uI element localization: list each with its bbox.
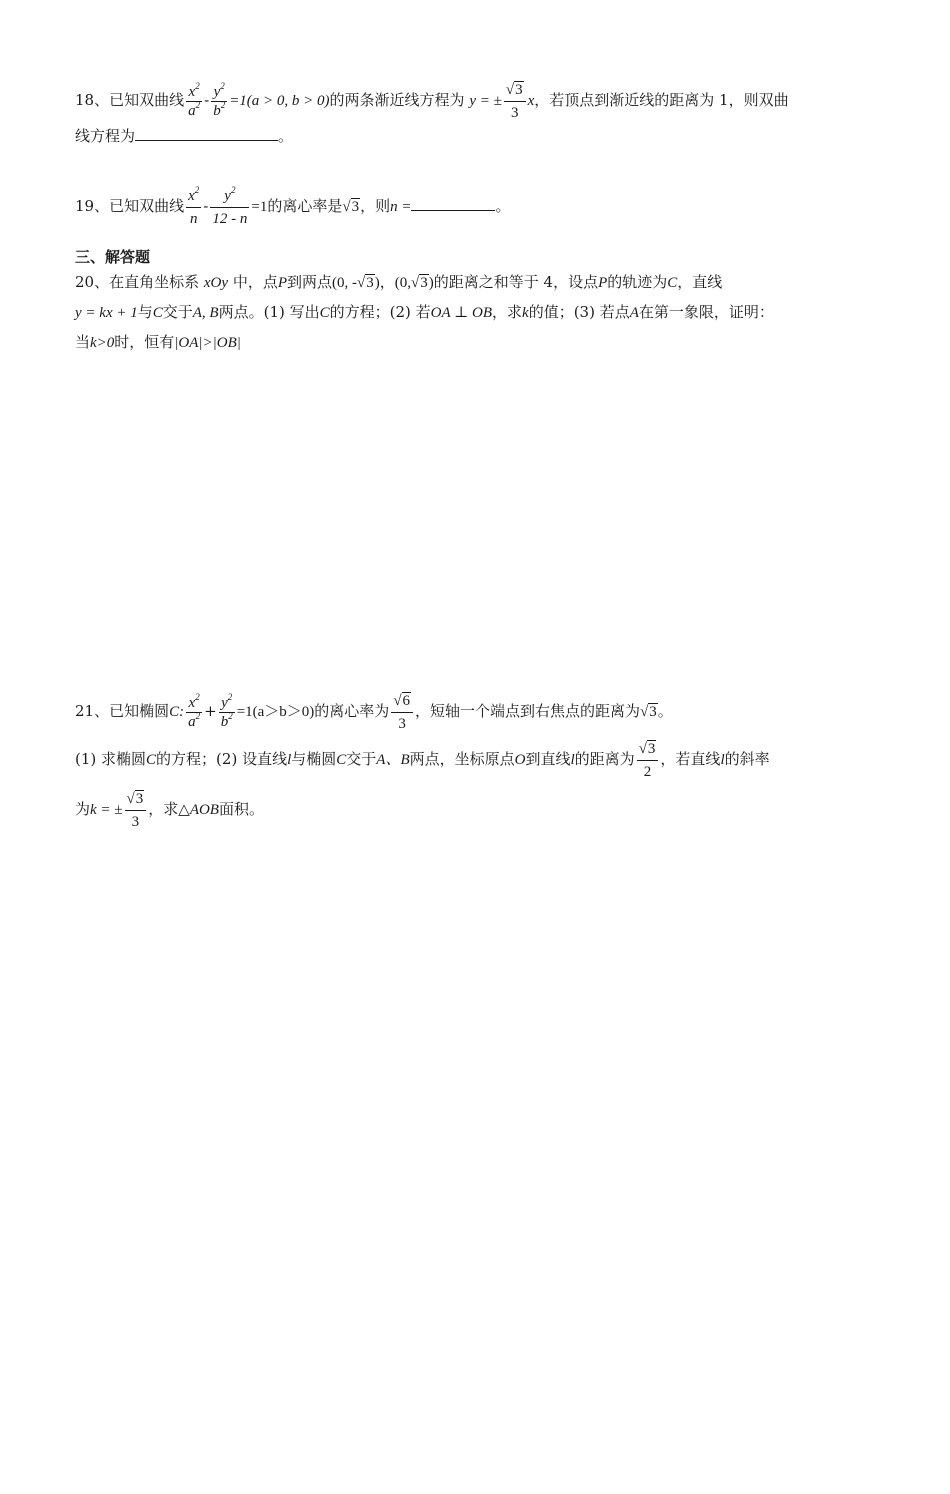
question-number: 21、: [75, 702, 110, 720]
answer-blank[interactable]: [135, 124, 278, 141]
fraction-sqrt6-over-3: $\frac{√6}{3}$: [391, 690, 413, 735]
fraction-y2-b2: $\frac{y^2}{b^2}$: [220, 691, 233, 730]
ellipse-condition: =1(a＞b＞0): [236, 704, 315, 720]
fraction-sqrt3-over-3: $\frac{√3}{3}$: [125, 788, 147, 833]
fraction-sqrt3-over-3: $\frac{√3}{3}$: [504, 79, 526, 124]
section-title: 三、解答题: [75, 248, 151, 266]
question-number: 20、: [75, 273, 110, 291]
question-number: 18、: [75, 91, 110, 109]
question-20: 20、在直角坐标系 xOy 中，点P到两点(0, -√3)，(0,√3)的距离之和等于 4，设点P的轨迹为C，直线 y = kx + 1与C交于A, B两点。(1) 写出C的方程；(2) 若OA ⊥ OB，求k的值；(3) 若点A在第一象限，证明： 当k>0时，恒有|OA|>|OB|: [75, 273, 774, 351]
section-heading: [75, 246, 885, 268]
fraction-x2-a2: $\frac{x^2}{a^2}$: [188, 691, 201, 730]
question-19: 19、已知双曲线 $\frac{x^2}{n}$ - $\frac{y^2}{12 - n}$ =1的离心率是√3，则n = 。: [75, 182, 885, 230]
answer-blank[interactable]: [411, 194, 495, 211]
question-18: 18、已知双曲线 $\frac{x^2}{a^2}$ - $\frac{y^2}{b^2}$ =1(a > 0, b > 0)的两条渐近线方程为 y = ± $\frac{√3}{3}$ x，若顶点到渐近线的距离为 1，则双曲 线方程为 。: [75, 80, 789, 145]
fraction-y2-12-n: $\frac{y^2}{12 - n}$: [212, 184, 248, 227]
fraction-y2-b2: $\frac{y^2}{b^2}$: [213, 80, 226, 119]
question-21: 21、已知椭圆C: $\frac{x^2}{a^2}$ + $\frac{y^2}{b^2}$ =1(a＞b＞0)的离心率为 $\frac{√6}{3}$ ，短轴一个端点到右焦点的距离为√3。 (1) 求椭圆C的方程；(2) 设直线l与椭圆C交于A、B两点，坐标原点O到直线l的距离为 $\frac{√3}{2}$ ，若直线l的斜率 为k = ± $\frac{√3}{3}$ ，求△AOB面积。: [75, 688, 885, 834]
fraction-x2-a2: $\frac{x^2}{a^2}$: [188, 80, 201, 119]
sqrt-3: √3: [640, 704, 657, 720]
hyperbola-condition: =1(a > 0, b > 0): [229, 93, 330, 109]
line-equation: y = kx + 1: [75, 305, 138, 321]
sqrt-3: √3: [342, 199, 360, 215]
question-number: 19、: [75, 197, 110, 215]
fraction-x2-n: $\frac{x^2}{n}$: [188, 184, 200, 227]
inequality: |OA|>|OB|: [174, 335, 241, 351]
fraction-sqrt3-over-2: $\frac{√3}{2}$: [637, 738, 659, 783]
